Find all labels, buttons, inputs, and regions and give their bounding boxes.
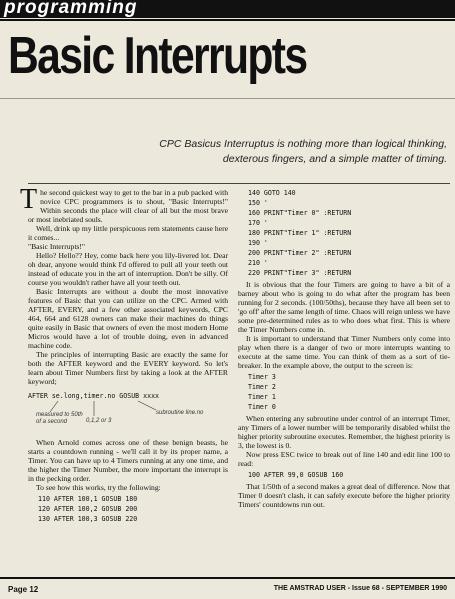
code-line: 200 PRINT"Timer 2" :RETURN xyxy=(248,249,352,257)
output-line: Timer 2 xyxy=(248,383,276,391)
annotation-time: measured to 50th of a second xyxy=(36,412,83,425)
annotation-timer: 0,1,2 or 3 xyxy=(86,418,112,424)
drop-cap: T xyxy=(20,184,38,215)
output-line: Timer 3 xyxy=(248,373,276,381)
syntax-diagram xyxy=(28,392,228,432)
paragraph: Now press ESC twice to break out of line 140 and edit line 100 to read: xyxy=(238,450,450,468)
paragraph: The principles of interrupting Basic are exactly the same for both the AFTER keyword and the EVERY keyword. So let's learn about Timer Numbers first by taking a look at the AFTER keyword; xyxy=(28,350,228,386)
paragraph xyxy=(20,184,228,224)
syntax-command: AFTER se.long,timer.no GOSUB xxxx xyxy=(28,392,160,400)
paragraph: Hello? Hello?? Hey, come back here you lily-livered lot. Dear oh dear, anyone would think I'd offered to pull all your teeth out instead of educate you in the art of interruption. Don't be silly. Of course you wouldn't rather have all your teeth out. xyxy=(28,251,228,287)
right-column xyxy=(238,188,450,509)
annotation-subroutine: subroutine line.no xyxy=(156,410,204,416)
paragraph: It is important to understand that Timer Numbers only come into play when there is a danger of two or more interrupts wanting to execute at the same time. You can think of them as a sort of tie-breaker. In the example above, the output to the screen is: xyxy=(238,334,450,370)
paragraph: It is obvious that the four Timers are going to have a bit of a barney about who is going to do what after the program has been running for 2 seconds. (100/50ths), because they have all been set to 'go off' after the same length of time. Chaos will reign unless we have some pre-determined rules as to who does what first. This is where the Timer Numbers come in. xyxy=(238,280,450,334)
output-line: Timer 0 xyxy=(248,403,276,411)
code-line: 150 ' xyxy=(248,199,268,207)
code-line: 190 ' xyxy=(248,239,268,247)
paragraph-text: he second quickest way to get to the bar in a pub packed with novice CPC programmers is to shout, "Basic Interrupts!" Within seconds the place will clear of all but the most brave or most inebriated souls. xyxy=(28,188,228,224)
standfirst: CPC Basicus Interruptus is nothing more than logical thinking, dexterous fingers, and a simple matter of timing. xyxy=(159,138,447,165)
quote-line: "Basic Interrupts!" xyxy=(28,242,86,251)
left-column xyxy=(20,184,228,526)
code-line: 100 AFTER 99,0 GOSUB 160 xyxy=(248,471,344,479)
screen-output xyxy=(248,372,450,412)
paragraph: Basic Interrupts are without a doubt the most innovative features of Basic that you can utilize on the CPC. Armed with AFTER, EVERY, and a few other associated keywords, CPC 464, 664 and 6128 owners can make their machines do things quite easily in Basic that owners of even the most modern Home Micros would have a lot of trouble doing, even in advanced machine code. xyxy=(28,287,228,350)
footer-rule xyxy=(0,577,455,579)
code-line: 130 AFTER 100,3 GOSUB 220 xyxy=(38,515,138,523)
code-line: 180 PRINT"Timer 1" :RETURN xyxy=(248,229,352,237)
code-listing xyxy=(248,470,450,480)
code-line: 210 ' xyxy=(248,259,268,267)
code-line: 120 AFTER 100,2 GOSUB 200 xyxy=(38,505,138,513)
section-band xyxy=(0,0,455,18)
issue-line: THE AMSTRAD USER - Issue 68 - SEPTEMBER 1990 xyxy=(273,585,447,592)
page-number: Page 12 xyxy=(8,585,39,594)
code-line: 160 PRINT"Timer 0" :RETURN xyxy=(248,209,352,217)
paragraph: That 1/50th of a second makes a great deal of difference. Now that Timer 0 doesn't clash, it can safely execute before the higher priority Timers' countdowns run out. xyxy=(238,482,450,509)
code-line: 140 GOTO 140 xyxy=(248,189,296,197)
code-listing xyxy=(248,188,450,278)
title-rule xyxy=(0,98,455,99)
section-label: programming xyxy=(4,0,138,18)
code-line: 110 AFTER 100,1 GOSUB 180 xyxy=(38,495,138,503)
paragraph: Well, drink up my little perspicuous rem statements cause here it comes... xyxy=(28,224,228,242)
code-line: 220 PRINT"Timer 3" :RETURN xyxy=(248,269,352,277)
code-line: 170 ' xyxy=(248,219,268,227)
paragraph: To see how this works, try the following: xyxy=(36,483,161,492)
column-rule xyxy=(28,183,450,184)
output-line: Timer 1 xyxy=(248,393,276,401)
paragraph: When entering any subroutine under control of an interrupt Timer, any Timers of a lower number will be temporarily disabled whilst the higher priority subroutine executes. Remember, the highest priority is 3, the lowest is 0. xyxy=(238,414,450,450)
top-rule xyxy=(0,19,455,21)
article-title: Basic Interrupts xyxy=(8,27,307,85)
paragraph: When Arnold comes across one of these benign beasts, he starts a countdown running - we'll call it by its proper name, a Timer. You can have up to 4 Timers running at any one time, and the higher the Timer Number, the more important the interrupt is in the pecking order. xyxy=(28,438,228,483)
code-listing xyxy=(38,494,228,524)
